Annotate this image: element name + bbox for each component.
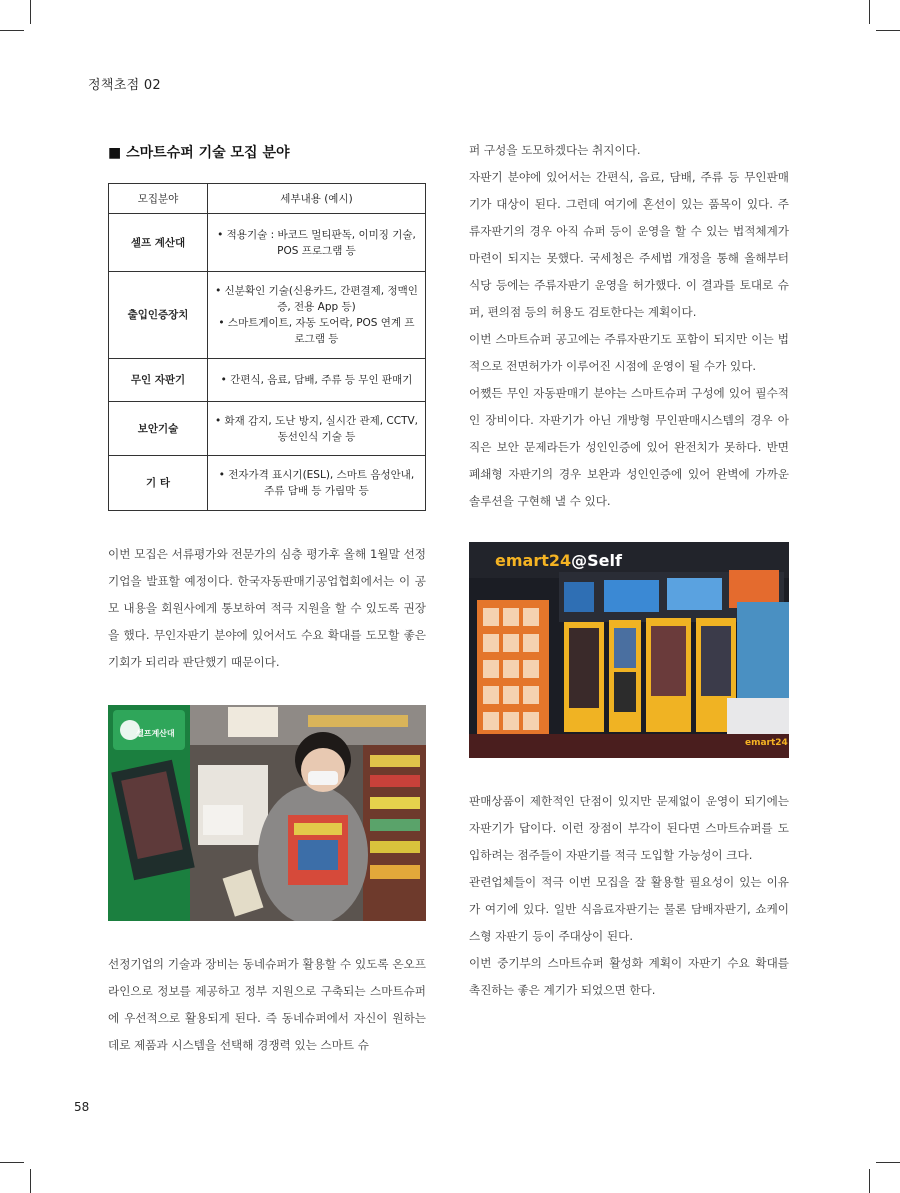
crop-mark	[30, 0, 31, 24]
paragraph: 관련업체들이 적극 이번 모집을 잘 활용할 필요성이 있는 이유가 여기에 있다. 일반 식음료자판기는 물론 담배자판기, 쇼케이스형 자판기 등이 주대상이 된다.	[469, 875, 789, 943]
table-category: 보안기술	[109, 402, 208, 456]
table-row	[109, 456, 426, 511]
crop-mark	[876, 1162, 900, 1163]
table-category: 무인 자판기	[109, 359, 208, 402]
paragraph: 선정기업의 기술과 장비는 동네슈퍼가 활용할 수 있도록 온오프라인으로 정보를 제공하고 정부 지원으로 구축되는 스마트슈퍼에 우선적으로 활용되게 된다. 즉 동네슈퍼에서 자신이 원하는 데로 제품과 시스템을 선택해 경쟁력 있는 스마트 슈	[108, 957, 426, 1052]
crop-mark	[0, 1162, 24, 1163]
paragraph: 어쨌든 무인 자동판매기 분야는 스마트슈퍼 구성에 있어 필수적인 장비이다. 자판기가 아닌 개방형 무인판매시스템의 경우 아직은 보안 문제라든가 성인인증에 있어 완전치가 못하다. 반면 폐쇄형 자판기의 경우 보완과 성인인증에 있어 완벽에 가까운 솔루션을 구현해 낼 수 있다.	[469, 386, 789, 508]
emart-brand	[495, 551, 622, 570]
table-row	[109, 214, 426, 272]
table-category: 출입인증장치	[109, 272, 208, 359]
table-detail: • 전자가격 표시기(ESL), 스마트 음성안내, 주류 담배 등 가림막 등	[208, 456, 426, 511]
paragraph: 이번 모집은 서류평가와 전문가의 심층 평가후 올해 1월말 선정기업을 발표할 예정이다. 한국자동판매기공업협회에서는 이 공모 내용을 회원사에게 통보하여 적극 지원을 할 수 있도록 권장을 했다. 무인자판기 분야에 있어서도 수요 확대를 도모할 좋은 기회가 되리라 판단했기 때문이다.	[108, 547, 426, 669]
right-body-text-1	[469, 137, 789, 515]
left-body-text-2	[108, 951, 426, 1059]
emart-brand-name: emart24	[495, 551, 572, 570]
emart-photo	[469, 542, 789, 758]
paragraph: 판매상품이 제한적인 단점이 있지만 문제없이 운영이 되기에는 자판기가 답이다. 이런 장점이 부각이 된다면 스마트슈퍼를 도입하려는 점주들이 자판기를 적극 도입할 가능성이 크다.	[469, 794, 789, 862]
table-category: 기 타	[109, 456, 208, 511]
paragraph: 이번 중기부의 스마트슈퍼 활성화 계획이 자판기 수요 확대를 촉진하는 좋은 계기가 되었으면 한다.	[469, 956, 789, 997]
table-header: 세부내용 (예시)	[208, 184, 426, 214]
table-detail: • 적용기술 : 바코드 멀티판독, 이미징 기술, POS 프로그램 등	[208, 214, 426, 272]
table-row	[109, 359, 426, 402]
table-detail: • 화재 감지, 도난 방지, 실시간 관제, CCTV, 동선인식 기술 등	[208, 402, 426, 456]
table-header: 모집분야	[109, 184, 208, 214]
table-detail	[208, 272, 426, 359]
right-body-text-2	[469, 788, 789, 1004]
table-detail-line: • 스마트게이트, 자동 도어락, POS 연계 프로그램 등	[218, 317, 415, 345]
recruitment-table	[108, 183, 426, 511]
table-row	[109, 272, 426, 359]
table-category: 셀프 계산대	[109, 214, 208, 272]
crop-mark	[30, 1169, 31, 1193]
left-body-text-1	[108, 541, 426, 676]
page-header: 정책초점 02	[88, 78, 162, 93]
emart-photo-illustration	[469, 542, 789, 758]
crop-mark	[869, 1169, 870, 1193]
crop-mark	[869, 0, 870, 24]
section-title: ■ 스마트슈퍼 기술 모집 분야	[108, 145, 290, 161]
store-photo	[108, 705, 426, 921]
table-header-row	[109, 184, 426, 214]
table-detail: • 간편식, 음료, 담배, 주류 등 무인 판매기	[208, 359, 426, 402]
emart-brand-suffix: @Self	[571, 551, 622, 570]
paragraph: 이번 스마트슈퍼 공고에는 주류자판기도 포함이 되지만 이는 법적으로 전면허가가 이루어진 시점에 운영이 될 수가 있다.	[469, 332, 789, 373]
table-detail-line: • 신분확인 기술(신용카드, 간편결제, 정맥인증, 전용 App 등)	[215, 285, 418, 313]
kiosk-sign: 셀프계산대	[136, 729, 175, 738]
page-number: 58	[74, 1100, 90, 1114]
table-row	[109, 402, 426, 456]
crop-mark	[0, 30, 24, 31]
crop-mark	[876, 30, 900, 31]
emart-corner-logo: emart24	[745, 738, 788, 748]
paragraph: 자판기 분야에 있어서는 간편식, 음료, 담배, 주류 등 무인판매기가 대상이 된다. 그런데 여기에 혼선이 있는 품목이 있다. 주류자판기의 경우 아직 슈퍼 등이 운영을 할 수 있는 법적체계가 마련이 되지는 못했다. 국세청은 주세법 개정을 통해 올해부터 식당 등에는 주류자판기 운영을 허가했다. 이 결과를 토대로 슈퍼, 편의점 등의 허용도 검토한다는 계획이다.	[469, 170, 789, 319]
paragraph: 퍼 구성을 도모하겠다는 취지이다.	[469, 143, 641, 157]
